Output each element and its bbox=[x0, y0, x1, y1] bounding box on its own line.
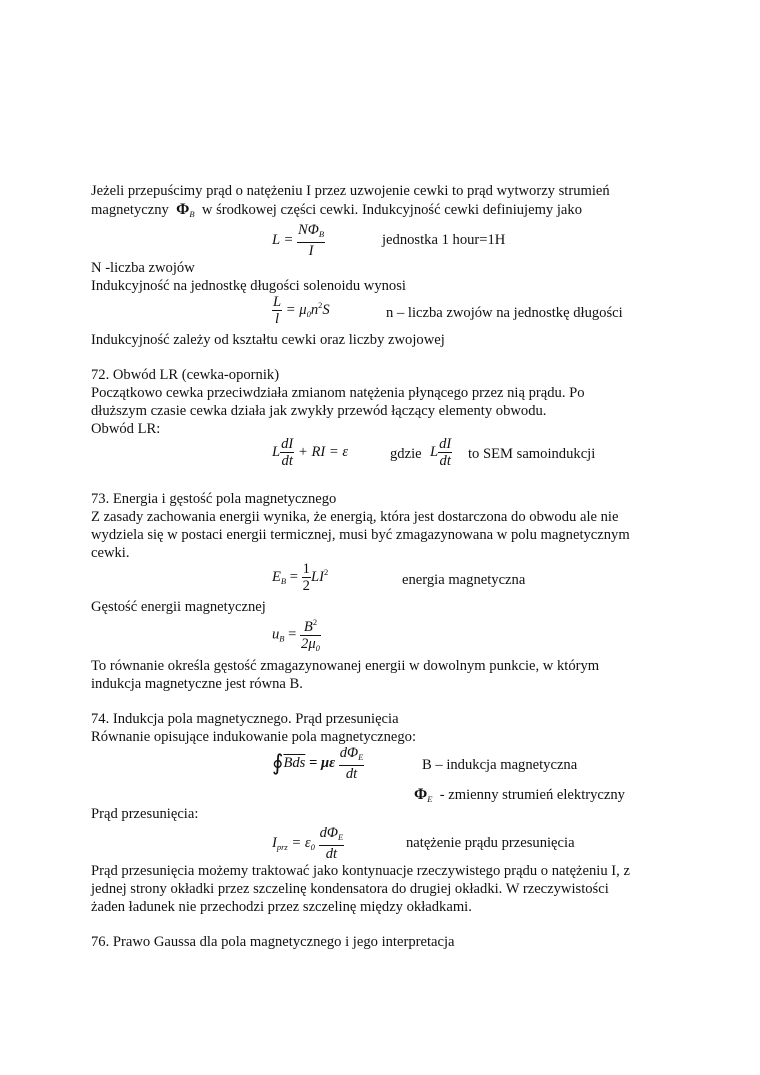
formula-solenoid: $\frac{L}{l}$ = $\mu_0n^2S$ bbox=[273, 294, 330, 327]
section73-line-2: wydziela się w postaci energii termicznej, musi być zmagazynowana w polu magnetycznym bbox=[91, 527, 630, 543]
section73-line-3: cewki. bbox=[91, 545, 130, 561]
inductance-text-line-1: Jeżeli przepuścimy prąd o natężeniu I przez uzwojenie cewki to prąd wytworzy strumień bbox=[91, 183, 610, 199]
section73-line-1: Z zasady zachowania energii wynika, że energią, która jest dostarczona do obwodu ale nie bbox=[91, 509, 619, 525]
formula-sem: L $\frac{dI}{dt}$ bbox=[430, 436, 452, 469]
gdzie-label: gdzie bbox=[390, 446, 422, 462]
note-electric-flux: $\Phi_E$ - zmienny strumień elektryczny bbox=[414, 786, 625, 804]
electric-flux-symbol: Φ bbox=[414, 786, 428, 803]
section73-line-4: To równanie określa gęstość zmagazynowanej energii w dowolnym punkcie, w którym bbox=[91, 658, 600, 674]
section72-line-2: dłuższym czasie cewka działa jak zwykły przewód łączący elementy obwodu. bbox=[91, 403, 547, 419]
section72-heading: 72. Obwód LR (cewka-opornik) bbox=[91, 367, 280, 383]
density-label: Gęstość energii magnetycznej bbox=[91, 599, 266, 615]
formula-energy-density: $u_B$ = $\frac{B^2}{2\mu_0}$ bbox=[272, 614, 321, 656]
formula-displacement-current: $I_{prz} = \varepsilon_0$ $\frac{d\Phi_E}{dt}$ bbox=[272, 825, 344, 862]
flux-symbol: Φ bbox=[176, 201, 190, 218]
formula-lr-circuit: L $\frac{dI}{dt}$ + RI = ε bbox=[272, 436, 349, 469]
section74-line-3: jednej strony okładki przez szczelinę kondensatora do drugiej okładki. W rzeczywistości bbox=[91, 881, 609, 897]
section74-line-1: Równanie opisujące indukowanie pola magnetycznego: bbox=[91, 729, 417, 745]
energy-note: energia magnetyczna bbox=[402, 572, 526, 588]
solenoid-text: Indukcyjność na jednostkę długości solenoidu wynosi bbox=[91, 278, 406, 294]
section73-line-5: indukcja magnetyczne jest równa B. bbox=[91, 676, 303, 692]
inductance-text-line-2: magnetyczny $\Phi_B$ w środkowej części cewki. Indukcyjność cewki definiujemy jako bbox=[91, 201, 583, 219]
shape-text: Indukcyjność zależy od kształtu cewki oraz liczby zwojowej bbox=[91, 332, 445, 348]
formula-ampere-maxwell: $∮\overline{Bds} = \mu\varepsilon$ $\frac{d\Phi_E}{dt}$ bbox=[272, 745, 364, 782]
displacement-note: natężenie prądu przesunięcia bbox=[406, 835, 575, 851]
section72-line-3: Obwód LR: bbox=[91, 421, 161, 437]
displacement-label: Prąd przesunięcia: bbox=[91, 806, 199, 822]
formula-energy: $E_B$ = $\frac{1}{2}$ $LI^2$ bbox=[272, 561, 329, 594]
section72-line-1: Początkowo cewka przeciwdziała zmianom natężenia płynącego przez nią prądu. Po bbox=[91, 385, 585, 401]
unit-note: jednostka 1 hour=1H bbox=[382, 232, 506, 248]
section74-line-4: żaden ładunek nie przechodzi przez szczelinę między okładkami. bbox=[91, 899, 472, 915]
solenoid-note: n – liczba zwojów na jednostkę długości bbox=[386, 305, 623, 321]
sem-note: to SEM samoindukcji bbox=[468, 446, 596, 462]
section74-line-2: Prąd przesunięcia możemy traktować jako kontynuacje rzeczywistego prądu o natężeniu I, z bbox=[91, 863, 630, 879]
section74-heading: 74. Indukcja pola magnetycznego. Prąd przesunięcia bbox=[91, 711, 399, 727]
section76-heading: 76. Prawo Gaussa dla pola magnetycznego i jego interpretacja bbox=[91, 934, 455, 950]
note-magnetic-induction: B – indukcja magnetyczna bbox=[422, 757, 578, 773]
formula-inductance: L = $\frac{N\Phi_B}{I}$ bbox=[272, 222, 325, 259]
n-definition: N -liczba zwojów bbox=[91, 260, 195, 276]
section73-heading: 73. Energia i gęstość pola magnetycznego bbox=[91, 491, 337, 507]
